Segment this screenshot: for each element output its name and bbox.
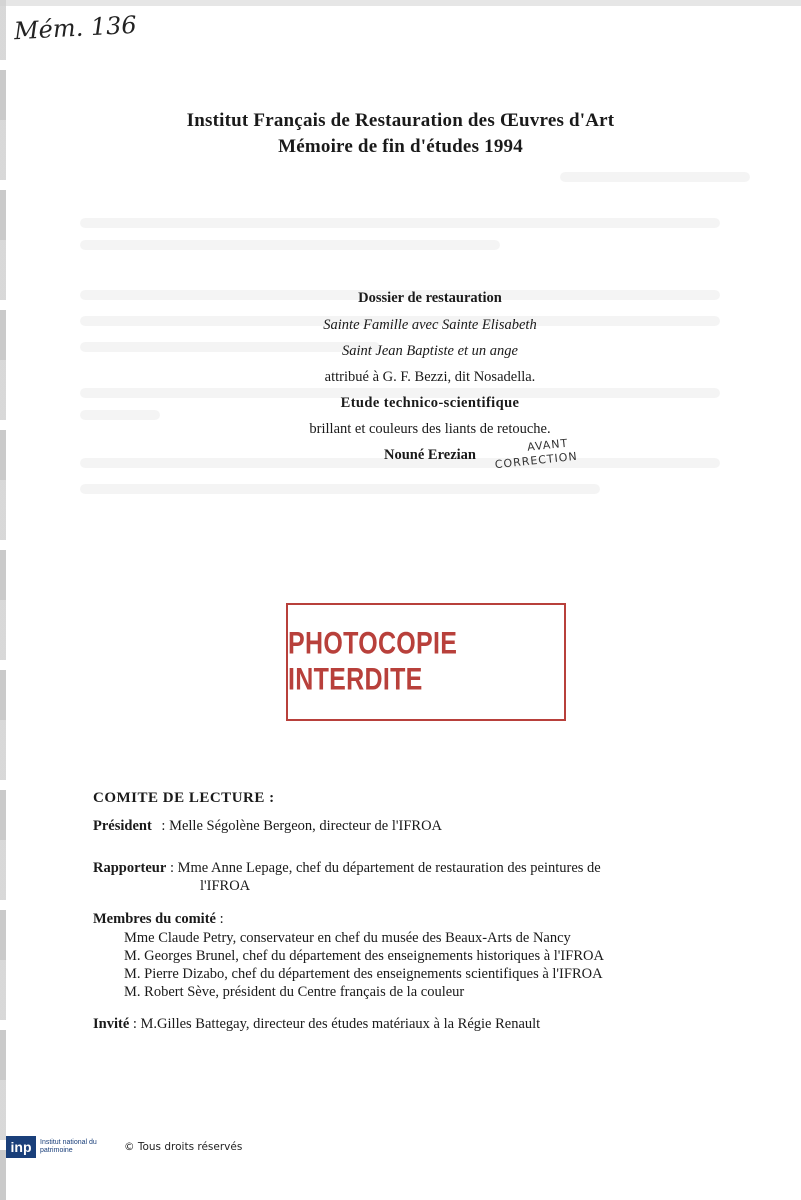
guest-value: : M.Gilles Battegay, directeur des études matériaux à la Régie Renault xyxy=(132,1016,541,1032)
president-value: : Melle Ségolène Bergeon, directeur de l'IFROA xyxy=(161,818,443,834)
president-row xyxy=(93,818,442,835)
rapporteur-label: Rapporteur xyxy=(93,860,167,876)
rapporteur-row xyxy=(93,860,601,877)
members-label: Membres du comité xyxy=(93,911,216,927)
guest-row xyxy=(93,1016,540,1033)
scan-top-edge xyxy=(0,0,801,6)
inp-logo: inp xyxy=(6,1136,36,1158)
artwork-title-line1: Sainte Famille avec Sainte Elisabeth xyxy=(323,317,537,333)
committee-member: M. Georges Brunel, chef du département des enseignements historiques à l'IFROA xyxy=(124,948,604,964)
handwritten-reference: Mém. 136 xyxy=(13,10,138,46)
copyright-notice: © Tous droits réservés xyxy=(124,1141,243,1153)
committee-heading: COMITE DE LECTURE : xyxy=(93,790,275,806)
artwork-title-line2: Saint Jean Baptiste et un ange xyxy=(342,343,518,359)
study-subject: brillant et couleurs des liants de retouche. xyxy=(309,421,551,437)
institution-title: Institut Français de Restauration des Œuvres d'Art xyxy=(186,110,615,131)
stamp-text: PHOTOCOPIE INTERDITE xyxy=(288,625,458,697)
footer xyxy=(6,1136,242,1158)
attribution-line: attribué à G. F. Bezzi, dit Nosadella. xyxy=(324,369,536,385)
rapporteur-value-continued: l'IFROA xyxy=(200,878,251,894)
committee-member: M. Robert Sève, président du Centre français de la couleur xyxy=(124,984,465,1000)
author-name: Nouné Erezian xyxy=(384,447,476,463)
show-through-line xyxy=(80,218,720,228)
show-through-line xyxy=(560,172,750,182)
scan-left-edge xyxy=(0,0,6,1200)
inp-logo-caption: Institut national du patrimoine xyxy=(40,1139,97,1154)
members-colon: : xyxy=(215,911,224,927)
photocopy-forbidden-stamp xyxy=(286,603,566,721)
president-label: Président xyxy=(93,818,152,834)
margin-note-line2: CORRECTION xyxy=(494,449,579,472)
memoir-title: Mémoire de fin d'études 1994 xyxy=(278,136,523,157)
guest-label: Invité xyxy=(93,1016,130,1032)
members-heading xyxy=(93,911,224,928)
committee-member: M. Pierre Dizabo, chef du département des enseignements scientifiques à l'IFROA xyxy=(124,966,603,982)
show-through-line xyxy=(80,484,600,494)
dossier-heading: Dossier de restauration xyxy=(358,290,502,306)
margin-note-line1: AVANT xyxy=(526,436,569,454)
show-through-line xyxy=(80,410,160,420)
committee-member: Mme Claude Petry, conservateur en chef du musée des Beaux-Arts de Nancy xyxy=(124,930,571,946)
rapporteur-value: : Mme Anne Lepage, chef du département de restauration des peintures de xyxy=(169,860,601,876)
study-heading: Etude technico-scientifique xyxy=(340,395,520,411)
show-through-line xyxy=(80,240,500,250)
